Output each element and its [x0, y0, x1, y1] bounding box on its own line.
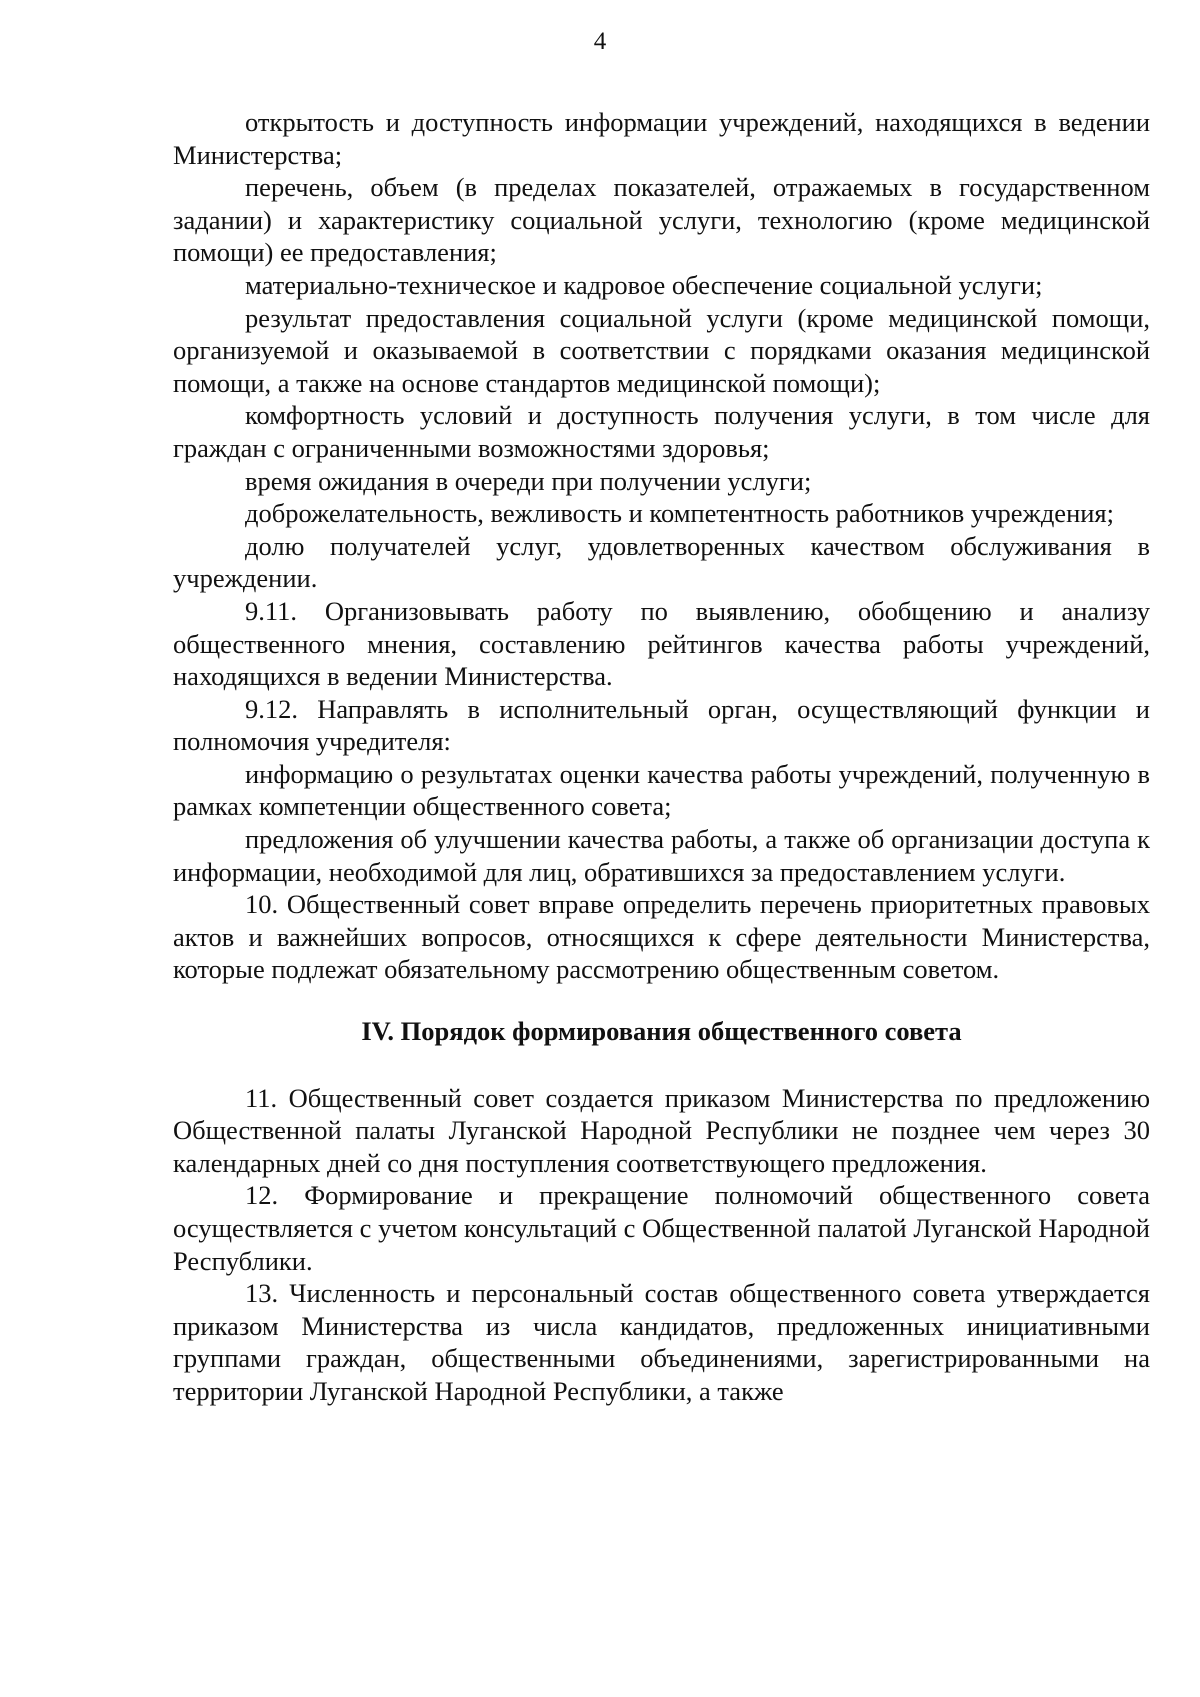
paragraph-satisfied-share: долю получателей услуг, удовлетворенных качеством обслуживания в учреждении. [173, 530, 1150, 594]
paragraph-12: 12. Формирование и прекращение полномочий общественного совета осуществляется с учетом консультаций с Общественной палатой Луганской Народной Республики. [173, 1180, 1150, 1276]
paragraph-evaluation-info: информацию о результатах оценки качества работы учреждений, полученную в рамках компетенции общественного совета; [173, 758, 1150, 822]
paragraph-9-11: 9.11. Организовывать работу по выявлению, обобщению и анализу общественного мнения, составлению рейтингов качества работы учреждений, находящихся в ведении Министерства. [173, 595, 1150, 692]
paragraph-service-result: результат предоставления социальной услуги (кроме медицинской помощи, организуемой и оказываемой в соответствии с порядками оказания медицинской помощи, а также на основе стандартов медицинской помощи); [173, 302, 1150, 398]
paragraph-staff-courtesy: доброжелательность, вежливость и компетентность работников учреждения; [245, 498, 1114, 529]
paragraph-openness: открытость и доступность информации учреждений, находящихся в ведении Министерства; [173, 107, 1150, 170]
paragraph-improvement-proposals: предложения об улучшении качества работы, а также об организации доступа к информации, необходимой для лиц, обратившихся за предоставлением услуги. [173, 824, 1150, 887]
paragraph-13: 13. Численность и персональный состав общественного совета утверждается приказом Министерства из числа кандидатов, предложенных инициативными группами граждан, общественными объединениями, зарегистрированными на территории Луганской Народной Республики, а также [173, 1278, 1150, 1406]
paragraph-9-12: 9.12. Направлять в исполнительный орган, осуществляющий функции и полномочия учредителя: [173, 693, 1150, 757]
paragraph-service-scope: перечень, объем (в пределах показателей, отражаемых в государственном задании) и характеристику социальной услуги, технологию (кроме медицинской помощи) ее предоставления; [173, 172, 1150, 268]
section-heading: IV. Порядок формирования общественного совета [361, 1016, 962, 1047]
document-body [173, 106, 1150, 1408]
page-number: 4 [593, 28, 607, 55]
paragraph-10: 10. Общественный совет вправе определить перечень приоритетных правовых актов и важнейших вопросов, относящихся к сфере деятельности Министерства, которые подлежат обязательному рассмотрению общественным советом. [173, 889, 1150, 985]
paragraph-11: 11. Общественный совет создается приказом Министерства по предложению Общественной палаты Луганской Народной Республики не позднее чем через 30 календарных дней со дня поступления соответствующего предложения. [173, 1082, 1150, 1178]
paragraph-waiting-time: время ожидания в очереди при получении услуги; [245, 465, 812, 496]
paragraph-material-support: материально-техническое и кадровое обеспечение социальной услуги; [245, 269, 1043, 300]
paragraph-comfort: комфортность условий и доступность получения услуги, в том числе для граждан с ограниченными возможностями здоровья; [173, 400, 1150, 463]
